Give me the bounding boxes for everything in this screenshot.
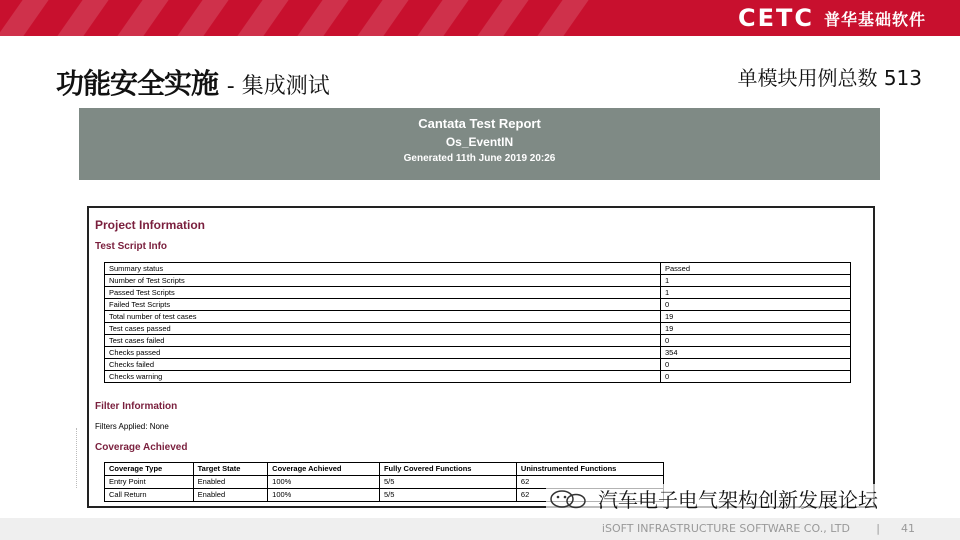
summary-row <box>105 359 851 371</box>
coverage-header: Fully Covered Functions <box>379 463 516 476</box>
coverage-header: Coverage Achieved <box>268 463 380 476</box>
summary-key: Passed Test Scripts <box>105 287 661 299</box>
top-banner <box>0 0 960 36</box>
summary-row <box>105 371 851 383</box>
coverage-cell: Enabled <box>193 476 268 489</box>
summary-value: 0 <box>661 335 851 347</box>
report-header <box>79 108 880 180</box>
footer-company: iSOFT INFRASTRUCTURE SOFTWARE CO., LTD <box>601 522 850 535</box>
summary-value: 354 <box>661 347 851 359</box>
summary-value: 0 <box>661 371 851 383</box>
slide-title <box>56 62 330 102</box>
summary-key: Checks passed <box>105 347 661 359</box>
summary-key: Summary status <box>105 263 661 275</box>
coverage-cell: 62 <box>516 489 663 502</box>
coverage-cell: 62 <box>516 476 663 489</box>
summary-row <box>105 347 851 359</box>
summary-value: Passed <box>661 263 851 275</box>
footer-separator: | <box>876 522 880 535</box>
summary-value: 1 <box>661 275 851 287</box>
summary-row <box>105 275 851 287</box>
summary-value: 19 <box>661 311 851 323</box>
coverage-cell: Enabled <box>193 489 268 502</box>
watermark <box>546 484 880 513</box>
summary-key: Total number of test cases <box>105 311 661 323</box>
coverage-cell: Entry Point <box>105 476 194 489</box>
brand-name: 普华基础软件 <box>823 9 926 29</box>
brand-logo: CETC <box>737 4 814 32</box>
coverage-header: Target State <box>193 463 268 476</box>
summary-value: 0 <box>661 359 851 371</box>
summary-row <box>105 323 851 335</box>
coverage-cell: Call Return <box>105 489 194 502</box>
report-title: Cantata Test Report <box>418 116 541 131</box>
summary-key: Test cases passed <box>105 323 661 335</box>
wechat-icon <box>548 488 592 510</box>
summary-value: 0 <box>661 299 851 311</box>
summary-row <box>105 263 851 275</box>
watermark-text: 汽车电子电气架构创新发展论坛 <box>598 488 878 512</box>
script-info-heading: Test Script Info <box>95 241 168 252</box>
coverage-cell: 100% <box>268 489 380 502</box>
summary-row <box>105 299 851 311</box>
summary-key: Test cases failed <box>105 335 661 347</box>
page-number: 41 <box>901 522 915 535</box>
coverage-cell: 5/5 <box>379 489 516 502</box>
coverage-cell: 5/5 <box>379 476 516 489</box>
filters-applied: Filters Applied: None <box>95 422 169 431</box>
coverage-cell: 100% <box>268 476 380 489</box>
summary-row <box>105 287 851 299</box>
filter-info-heading: Filter Information <box>95 401 178 412</box>
coverage-header: Uninstrumented Functions <box>516 463 663 476</box>
coverage-heading: Coverage Achieved <box>95 442 188 453</box>
report-module-name: Os_EventIN <box>445 135 514 149</box>
brand <box>738 0 926 36</box>
summary-key: Number of Test Scripts <box>105 275 661 287</box>
case-total: 单模块用例总数 513 <box>737 66 922 90</box>
summary-row <box>105 335 851 347</box>
summary-key: Checks warning <box>105 371 661 383</box>
summary-table <box>104 262 851 383</box>
summary-row <box>105 311 851 323</box>
summary-key: Checks failed <box>105 359 661 371</box>
slide-title-main: 功能安全实施 <box>56 67 219 100</box>
project-info-heading: Project Information <box>95 218 206 232</box>
summary-key: Failed Test Scripts <box>105 299 661 311</box>
coverage-header: Coverage Type <box>105 463 194 476</box>
summary-value: 19 <box>661 323 851 335</box>
summary-value: 1 <box>661 287 851 299</box>
report-body <box>87 206 875 508</box>
margin-marker <box>76 428 79 488</box>
report-generated-date: Generated 11th June 2019 20:26 <box>403 153 556 164</box>
slide-title-sub: - 集成测试 <box>226 74 330 99</box>
